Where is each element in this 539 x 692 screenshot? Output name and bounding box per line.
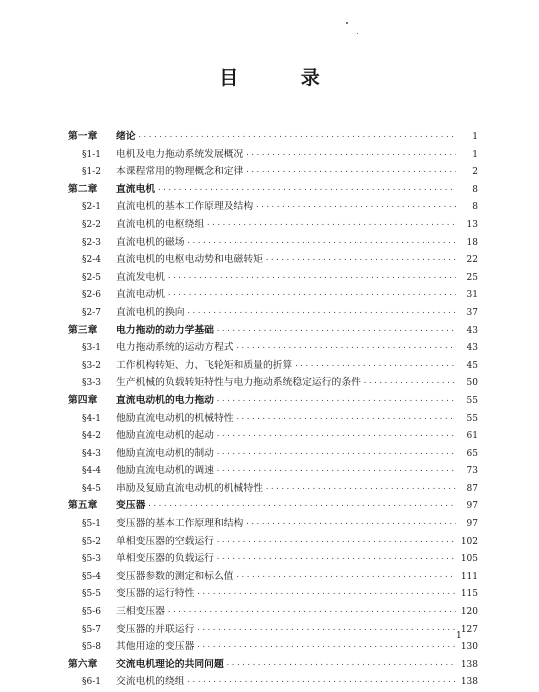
- dot-leader: [216, 428, 456, 446]
- section-title: 单相变压器的负载运行: [116, 553, 214, 565]
- section-number: §2-4: [82, 255, 101, 266]
- toc-section-entry: [68, 550, 478, 568]
- page-reference: 22: [466, 255, 478, 266]
- page-reference: 130: [460, 642, 478, 653]
- dot-leader: [245, 147, 456, 165]
- chapter-number: 第一章: [68, 131, 98, 142]
- section-title: 他励直流电动机的机械特性: [116, 412, 234, 424]
- dot-leader: [147, 498, 456, 516]
- page-number: 1: [456, 631, 462, 641]
- section-title: 电机及电力拖动系统发展概况: [116, 148, 244, 160]
- page-reference: 102: [460, 536, 478, 547]
- chapter-number: 第四章: [68, 394, 98, 406]
- toc-section-entry: [68, 462, 478, 480]
- section-number: §3-3: [82, 378, 101, 389]
- toc-section-entry: [68, 445, 478, 463]
- toc-chapter-entry: [68, 656, 478, 674]
- toc-section-entry: [68, 480, 478, 498]
- toc-section-entry: [68, 515, 478, 533]
- section-number: §2-2: [82, 219, 101, 230]
- page-reference: 43: [466, 343, 478, 354]
- section-title: 单相变压器的空载运行: [116, 535, 214, 547]
- toc-section-entry: [68, 198, 478, 216]
- section-title: 交流电机的绕组: [116, 676, 185, 688]
- section-title: 他励直流电动机的调速: [116, 465, 214, 477]
- page-reference: 111: [460, 571, 478, 582]
- section-number: §6-1: [82, 677, 101, 688]
- section-title: 本课程常用的物理概念和定律: [116, 166, 244, 178]
- dot-leader: [245, 164, 456, 182]
- dot-leader: [265, 481, 456, 499]
- section-title: 三相变压器: [116, 606, 165, 618]
- dot-leader: [294, 358, 456, 376]
- page-reference: 13: [466, 219, 478, 230]
- page-reference: 127: [460, 624, 478, 635]
- dot-leader: [236, 411, 456, 429]
- toc-section-entry: [68, 269, 478, 287]
- section-number: §5-6: [82, 607, 101, 618]
- page-reference: 8: [472, 202, 478, 213]
- chapter-title: 绪论: [116, 131, 136, 142]
- page-reference: 87: [466, 483, 478, 494]
- section-number: §5-2: [82, 536, 101, 547]
- toc-chapter-entry: [68, 497, 478, 515]
- section-title: 变压器的并联运行: [116, 623, 195, 635]
- section-number: §5-4: [82, 571, 101, 582]
- section-number: §2-6: [82, 290, 101, 301]
- dot-leader: [196, 586, 456, 604]
- dot-leader: [187, 674, 456, 692]
- page-reference: 55: [466, 413, 478, 424]
- section-title: 他励直流电动机的起动: [116, 430, 214, 442]
- section-number: §5-1: [82, 519, 101, 530]
- page-reference: 61: [466, 431, 478, 442]
- toc-section-entry: [68, 427, 478, 445]
- toc-section-entry: [68, 339, 478, 357]
- page-reference: 115: [460, 589, 478, 600]
- dot-leader: [167, 604, 456, 622]
- section-title: 直流电机的磁场: [116, 236, 185, 248]
- dot-leader: [245, 516, 456, 534]
- dot-leader: [363, 375, 456, 393]
- section-number: §2-1: [82, 202, 101, 213]
- page-reference: 138: [460, 677, 478, 688]
- section-number: §3-2: [82, 360, 101, 371]
- section-number: §5-5: [82, 589, 101, 600]
- page-reference: 43: [466, 325, 478, 336]
- dot-leader: [236, 340, 456, 358]
- page-title: 目 录: [219, 67, 348, 89]
- dot-leader: [255, 199, 456, 217]
- page-reference: 1: [472, 149, 478, 160]
- section-number: §1-2: [82, 167, 101, 178]
- section-title: 工作机构转矩、力、飞轮矩和质量的折算: [116, 359, 293, 371]
- toc-section-entry: [68, 163, 478, 181]
- section-title: 直流发电机: [116, 271, 165, 283]
- toc-section-entry: [68, 374, 478, 392]
- chapter-title: 直流电机: [116, 183, 156, 195]
- dot-leader: [265, 252, 456, 270]
- toc-section-entry: [68, 286, 478, 304]
- dot-leader: [236, 569, 456, 587]
- chapter-title: 电力拖动的动力学基础: [116, 324, 214, 336]
- dot-leader: [138, 129, 456, 147]
- scan-speck: [357, 33, 358, 34]
- chapter-title: 变压器: [116, 500, 146, 512]
- page-reference: 97: [466, 501, 478, 512]
- page-reference: 18: [466, 237, 478, 248]
- dot-leader: [196, 622, 456, 640]
- section-number: §4-4: [82, 466, 101, 477]
- dot-leader: [187, 305, 456, 323]
- dot-leader: [167, 287, 456, 305]
- toc-section-entry: [68, 146, 478, 164]
- section-number: §4-5: [82, 483, 101, 494]
- toc-section-entry: [68, 216, 478, 234]
- section-title: 直流电机的电枢电动势和电磁转矩: [116, 254, 263, 266]
- dot-leader: [187, 235, 456, 253]
- dot-leader: [167, 270, 456, 288]
- toc-chapter-entry: [68, 181, 478, 199]
- toc-section-entry: [68, 673, 478, 691]
- section-title: 直流电动机: [116, 289, 165, 301]
- page-reference: 120: [460, 607, 478, 618]
- toc-section-entry: [68, 533, 478, 551]
- section-number: §5-3: [82, 554, 101, 565]
- toc-section-entry: [68, 568, 478, 586]
- section-number: §4-1: [82, 413, 101, 424]
- chapter-title: 交流电机理论的共同问题: [116, 658, 224, 670]
- page-reference: 138: [460, 659, 478, 670]
- toc-section-entry: [68, 234, 478, 252]
- page-reference: 31: [466, 290, 478, 301]
- page-reference: 73: [466, 466, 478, 477]
- toc-section-entry: [68, 410, 478, 428]
- section-title: 直流电机的电枢绕组: [116, 218, 205, 230]
- chapter-title: 直流电动机的电力拖动: [116, 394, 214, 406]
- page-reference: 55: [466, 395, 478, 406]
- section-number: §2-3: [82, 237, 101, 248]
- section-title: 变压器参数的测定和标么值: [116, 570, 234, 582]
- toc-section-entry: [68, 304, 478, 322]
- dot-leader: [196, 639, 456, 657]
- section-title: 串励及复励直流电动机的机械特性: [116, 482, 263, 494]
- page-reference: 25: [466, 272, 478, 283]
- toc-chapter-entry: [68, 392, 478, 410]
- dot-leader: [216, 551, 456, 569]
- page-reference: 8: [472, 184, 478, 195]
- dot-leader: [216, 463, 456, 481]
- section-title: 生产机械的负载转矩特性与电力拖动系统稳定运行的条件: [116, 377, 361, 389]
- toc-section-entry: [68, 357, 478, 375]
- toc-chapter-entry: [68, 128, 478, 146]
- section-title: 变压器的运行特性: [116, 588, 195, 600]
- section-number: §2-5: [82, 272, 101, 283]
- section-title: 他励直流电动机的制动: [116, 447, 214, 459]
- toc-section-entry: [68, 638, 478, 656]
- section-number: §2-7: [82, 307, 101, 318]
- section-number: §4-2: [82, 431, 101, 442]
- dot-leader: [216, 323, 456, 341]
- page-reference: 97: [466, 519, 478, 530]
- section-number: §1-1: [82, 149, 101, 160]
- page-reference: 105: [460, 554, 478, 565]
- toc-section-entry: [68, 585, 478, 603]
- dot-leader: [216, 393, 456, 411]
- section-number: §4-3: [82, 448, 101, 459]
- scan-speck: [346, 22, 348, 24]
- chapter-number: 第六章: [68, 658, 98, 670]
- section-title: 电力拖动系统的运动方程式: [116, 342, 234, 354]
- page-reference: 2: [472, 167, 478, 178]
- page-reference: 50: [466, 378, 478, 389]
- page-reference: 37: [466, 307, 478, 318]
- chapter-number: 第三章: [68, 324, 98, 336]
- section-title: 其他用途的变压器: [116, 641, 195, 653]
- section-title: 直流电机的基本工作原理及结构: [116, 201, 254, 213]
- toc-chapter-entry: [68, 322, 478, 340]
- dot-leader: [206, 217, 456, 235]
- dot-leader: [216, 534, 456, 552]
- section-number: §5-8: [82, 642, 101, 653]
- section-title: 直流电机的换向: [116, 306, 185, 318]
- page-reference: 45: [466, 360, 478, 371]
- dot-leader: [216, 446, 456, 464]
- section-number: §3-1: [82, 343, 101, 354]
- section-number: §5-7: [82, 624, 101, 635]
- chapter-number: 第五章: [68, 500, 98, 512]
- chapter-number: 第二章: [68, 183, 98, 195]
- table-of-contents: [68, 128, 478, 691]
- toc-section-entry: [68, 621, 478, 639]
- page-reference: 1: [472, 132, 478, 142]
- toc-section-entry: [68, 251, 478, 269]
- toc-section-entry: [68, 603, 478, 621]
- page-reference: 65: [466, 448, 478, 459]
- section-title: 变压器的基本工作原理和结构: [116, 518, 244, 530]
- dot-leader: [157, 182, 456, 200]
